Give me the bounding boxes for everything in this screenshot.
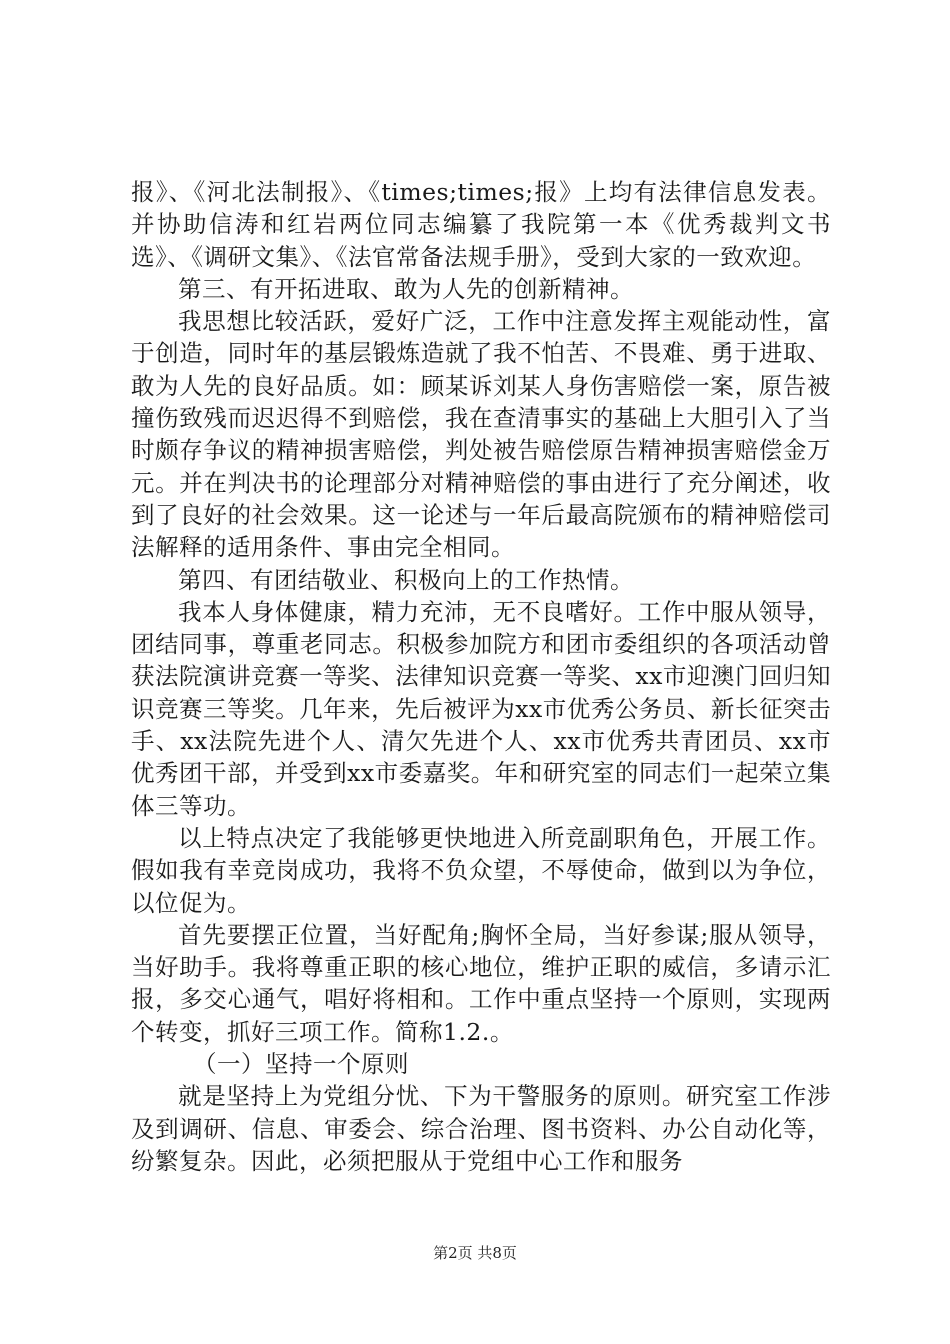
section-heading-4: 第四、有团结敬业、积极向上的工作热情。 — [178, 565, 634, 594]
paragraph: 以上特点决定了我能够更快地进入所竞副职角色，开展工作。假如我有幸竞岗成功，我将不负众望，不辱使命，做到以为争位，以位促为。 — [131, 823, 831, 917]
subsection-heading: （一）坚持一个原则 — [193, 1050, 409, 1079]
page-number-footer: 第2页 共8页 — [433, 1244, 517, 1262]
paragraph: 我本人身体健康，精力充沛，无不良嗜好。工作中服从领导，团结同事，尊重老同志。积极参加院方和团市委组织的各项活动曾获法院演讲竞赛一等奖、法律知识竞赛一等奖、xx市迎澳门回归知识竞赛三等奖。几年来，先后被评为xx市优秀公务员、新长征突击手、xx法院先进个人、清欠先进个人、xx市优秀共青团员、xx市优秀团干部，并受到xx市委嘉奖。年和研究室的同志们一起荣立集体三等功。 — [131, 597, 831, 820]
paragraph: 就是坚持上为党组分忧、下为干警服务的原则。研究室工作涉及到调研、信息、审委会、综合治理、图书资料、办公自动化等，纷繁复杂。因此，必须把服从于党组中心工作和服务 — [131, 1082, 831, 1175]
paragraph: 我思想比较活跃，爱好广泛，工作中注意发挥主观能动性，富于创造，同时年的基层锻炼造就了我不怕苦、不畏难、勇于进取、敢为人先的良好品质。如：顾某诉刘某人身伤害赔偿一案，原告被撞伤致残而迟迟得不到赔偿，我在查清事实的基础上大胆引入了当时颇存争议的精神损害赔偿，判处被告赔偿原告精神损害赔偿金万元。并在判决书的论理部分对精神赔偿的事由进行了充分阐述，收到了良好的社会效果。这一论述与一年后最高院颁布的精神赔偿司法解释的适用条件、事由完全相同。 — [131, 307, 831, 562]
paragraph: 首先要摆正位置，当好配角;胸怀全局，当好参谋;服从领导，当好助手。我将尊重正职的核心地位，维护正职的威信，多请示汇报，多交心通气，唱好将相和。工作中重点坚持一个原则，实现两个转变，抓好三项工作。简称1.2.。 — [131, 920, 831, 1046]
section-heading-3: 第三、有开拓进取、敢为人先的创新精神。 — [178, 274, 634, 303]
paragraph-continuation: 报》、《河北法制报》、《times;times;报》上均有法律信息发表。并协助信涛和红岩两位同志编纂了我院第一本《优秀裁判文书选》、《调研文集》、《法官常备法规手册》，受到大家的一致欢迎。 — [131, 178, 831, 271]
document-body — [131, 176, 831, 1177]
